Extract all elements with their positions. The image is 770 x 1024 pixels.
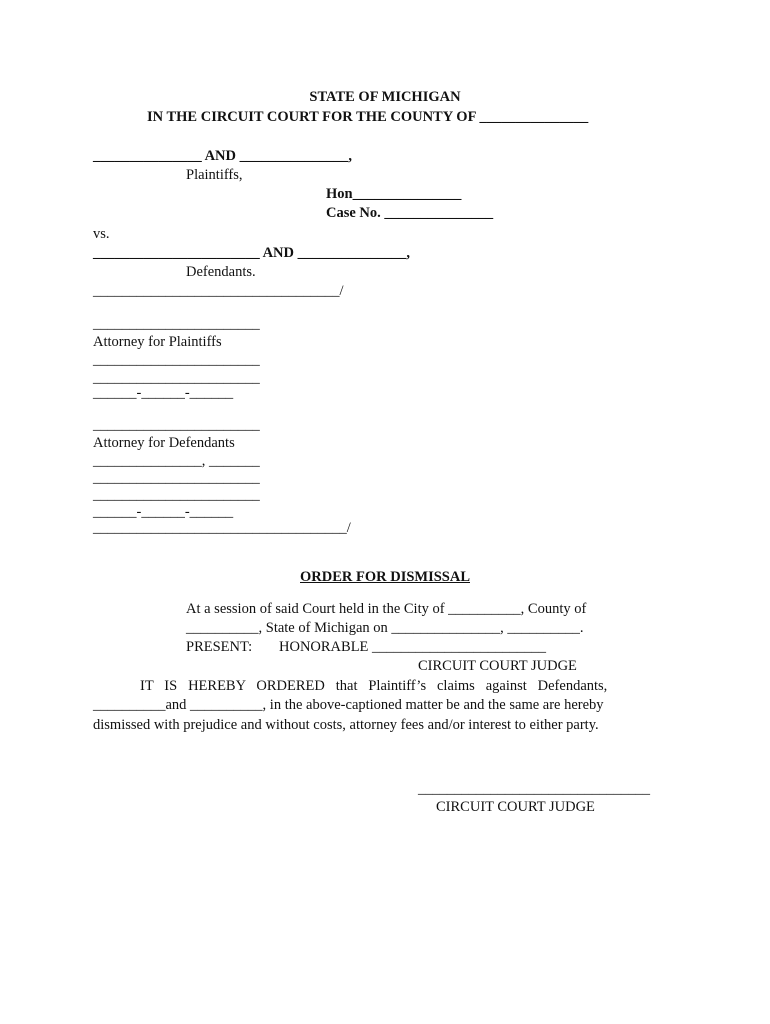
order-body-line-1: IT IS HEREBY ORDERED that Plaintiff’s claims against Defendants, (140, 678, 608, 694)
session-line-1: At a session of said Court held in the City of __________, County of (186, 601, 587, 617)
present-label: PRESENT: (186, 639, 253, 655)
attorneys-closing-line: ___________________________________/ (93, 520, 351, 536)
defendant-attorney-name-field[interactable]: _______________________ (93, 417, 260, 433)
caption-closing-line: __________________________________/ (93, 283, 344, 299)
session-line-2: __________, State of Michigan on _______________, __________. (186, 620, 584, 636)
judge-signature-title: CIRCUIT COURT JUDGE (436, 799, 595, 815)
versus-label: vs. (93, 226, 110, 242)
hon-field[interactable]: Hon_______________ (326, 186, 462, 202)
plaintiff-attorney-city-field[interactable]: _______________________ (93, 370, 260, 386)
defendants-label: Defendants. (186, 264, 256, 280)
plaintiff-attorney-phone-field[interactable]: ______-______-______ (93, 385, 234, 401)
plaintiff-attorney-name-field[interactable]: _______________________ (93, 316, 260, 332)
plaintiff-attorney-label: Attorney for Plaintiffs (93, 334, 222, 350)
defendant-attorney-line4-field[interactable]: _______________________ (93, 487, 260, 503)
order-body-line-2: __________and __________, in the above-captioned matter be and the same are hereby (93, 697, 604, 713)
case-number-field[interactable]: Case No. _______________ (326, 205, 494, 221)
defendant-attorney-label: Attorney for Defendants (93, 435, 235, 451)
defendant-attorney-phone-field[interactable]: ______-______-______ (93, 504, 234, 520)
plaintiffs-label: Plaintiffs, (186, 167, 243, 183)
defendant-attorney-line3-field[interactable]: _______________________ (93, 470, 260, 486)
plaintiffs-names-line[interactable]: _______________ AND _______________, (93, 148, 352, 164)
plaintiff-attorney-address-field[interactable]: _______________________ (93, 352, 260, 368)
state-heading: STATE OF MICHIGAN (309, 89, 461, 105)
present-honorable-field[interactable]: HONORABLE ________________________ (279, 639, 547, 655)
court-heading: IN THE CIRCUIT COURT FOR THE COUNTY OF _______________ (147, 109, 589, 125)
defendants-names-line[interactable]: _______________________ AND _______________, (93, 245, 410, 261)
order-body-line-3: dismissed with prejudice and without costs, attorney fees and/or interest to either party. (93, 717, 599, 733)
judge-signature-line[interactable]: ________________________________ (418, 781, 650, 797)
present-judge-title: CIRCUIT COURT JUDGE (418, 658, 577, 674)
defendant-attorney-address-field[interactable]: _______________, _______ (93, 453, 260, 469)
order-title: ORDER FOR DISMISSAL (300, 569, 470, 585)
